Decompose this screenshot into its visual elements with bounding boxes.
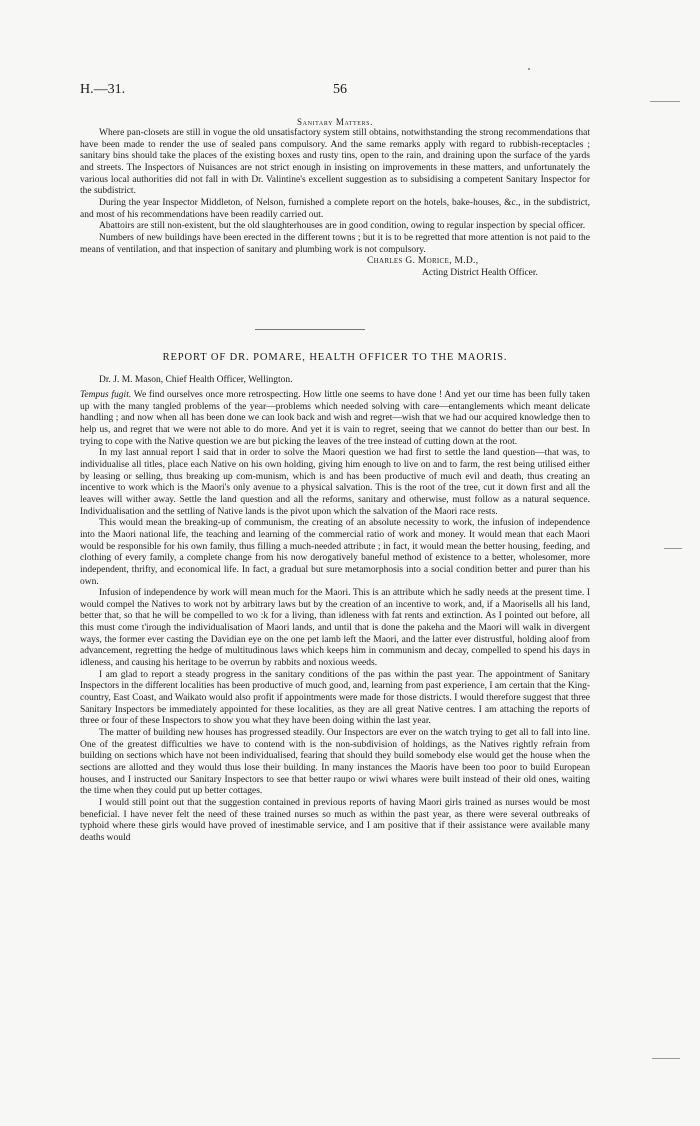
page-number: 56 bbox=[333, 82, 347, 97]
report-title: REPORT OF DR. POMARE, HEALTH OFFICER TO THE MAORIS. bbox=[162, 352, 508, 363]
paragraph: During the year Inspector Middleton, of Nelson, furnished a complete report on the hotels, bake-houses, &c., in the subdistrict, and most of his recommendations have been readily carried out. bbox=[80, 197, 590, 220]
page-header bbox=[80, 82, 590, 102]
scan-mark bbox=[528, 68, 530, 70]
paragraph: I would still point out that the suggestion contained in previous reports of having Maori girls trained as nurses would be most beneficial. I have never felt the need of these trained nurses so much as within the past year, as there were several outbreaks of typhoid where these girls would have proved of inestimable service, and I am positive that if their assistance were available many deaths would bbox=[80, 797, 590, 843]
paragraph: Numbers of new buildings have been erected in the different towns ; but it is to be regretted that more attention is not paid to the means of ventilation, and that inspection of sanitary and plumbing work is not compulsory. bbox=[80, 232, 590, 255]
paragraph: Where pan-closets are still in vogue the old unsatisfactory system still obtains, notwithstanding the strong recommendations that have been made to render the use of sealed pans compulsory. And the same remarks apply with regard to rubbish-receptacles ; sanitary bins should take the places of the existing boxes and rusty tins, open to the rain, and draining upon the surface of the yards and streets. The Inspectors of Nuisances are not strict enough in insisting on improvements in these matters, and unfortunately the various local authorities did not fall in with Dr. Valintine's excellent suggestion as to subsidising a competent Sanitary Inspector for the subdistrict. bbox=[80, 128, 590, 197]
divider bbox=[255, 329, 365, 330]
scan-mark bbox=[652, 1058, 680, 1059]
paragraph: I am glad to report a steady progress in the sanitary conditions of the pas within the past year. The appointment of Sanitary Inspectors in the different localities has been productive of much good, and, learning from past experience, I am certain that the King-country, East Coast, and Waikato would also profit if appointments were made for those districts. I would therefore suggest that three Sanitary Inspectors be immediately appointed for these localities, as they are all great Native centres. I am attaching the reports of three or four of these Inspectors to show you what they have been doing within the last year. bbox=[80, 669, 590, 727]
paragraph: Infusion of independence by work will mean much for the Maori. This is an attribute which he sadly needs at the present time. I would compel the Natives to work not by arbitrary laws but by the creation of an incentive to work, and, if a Maorisells all his land, better that, so that he will be compelled to wo :k for a living, than idleness with fat rents and extinction. As I pointed out before, all this must come t'irough the individualisation of Maori lands, and until that is done the pakeha and the Maori will walk in divergent ways, the former ever casting the Davidian eye on the one pet lamb left the Maori, and the latter ever distrustful, holding aloof from advancement, regretting the hedge of multitudinous laws which keeps him in communism and decay, compelled to spend his days in idleness, and causing his heritage to be overrun by rabbits and noxious weeds. bbox=[80, 588, 590, 669]
signature-role: Acting District Health Officer. bbox=[422, 268, 538, 279]
signature-block bbox=[80, 256, 590, 280]
paragraph: In my last annual report I said that in order to solve the Maori question we had first to settle the land question—that was, to individualise all titles, place each Native on his own holding, giving him enough to live on and to farm, the rest being utilised either by leasing or selling, thus breaking up com-munism, which is and has been productive of much evil and death, thus creating an incentive to work which is the Maori's only avenue to a physical salvation. This is the root of the tree, cut it down first and all the leaves will wither away. Settle the land question and all the reforms, sanitary and otherwise, must follow as a natural sequence. Individualisation and the settling of Native lands is the pivot upon which the salvation of the Maori race rests. bbox=[80, 448, 590, 517]
paragraph: The matter of building new houses has progressed steadily. Our Inspectors are ever on the watch trying to get all to fall into line. One of the greatest difficulties we have to contend with is the non-subdivision of holdings, as the Natives rightly refrain from building on sections which have not been individualised, fearing that should they build somebody else would get the house when the sections are allotted and they would thus lose their building. In many instances the Maoris have been too poor to build European houses, and I instructed our Sanitary Inspectors to see that better raupo or wiwi whares were built instead of their old ones, waiting the time when they could put up better cottages. bbox=[80, 728, 590, 797]
addressee: Dr. J. M. Mason, Chief Health Officer, Wellington. bbox=[99, 375, 293, 385]
opening-paragraph bbox=[80, 390, 590, 448]
opening-text: We find ourselves once more retrospecting. How little one seems to have done ! And yet our time has been fully taken up with the many tangled problems of the year—problems which needed solving with care—entanglements which meant delicate handling ; and now when all has been done we can look back and wish and regret—wish that we had our acquired knowledge then to help us, and regret that we were not able to do more. And yet it is vain to regret, seeing that we cannot do better than our best. In trying to cope with the Native question we are but picking the leaves of the tree instead of cutting down at the root. bbox=[80, 390, 590, 447]
paragraph: Abattoirs are still non-existent, but the old slaughterhouses are in good condition, owing to regular inspection by special officer. bbox=[99, 221, 586, 232]
report-reference: H.—31. bbox=[80, 82, 126, 97]
scan-mark bbox=[650, 101, 680, 102]
scan-mark bbox=[664, 548, 682, 549]
latin-phrase: Tempus fugit. bbox=[80, 390, 132, 400]
report-body bbox=[80, 390, 590, 845]
paragraph: This would mean the breaking-up of communism, the creating of an absolute necessity to work, the infusion of independence into the Maori national life, the teaching and learning of the commercial ratio of work and money. It would mean that each Maori would be responsible for his own family, thus filling a much-needed attribute ; in fact, it would mean the better housing, feeding, and clothing of every family, a complete change from his now derogatively baneful method of existence to a better, wholesomer, more independent, thrifty, and economical life. In fact, a gradual but sure metamorphosis into a social condition better and purer than his own. bbox=[80, 518, 590, 587]
signature-name: Charles G. Morice, M.D., bbox=[367, 256, 479, 267]
section-title: Sanitary Matters. bbox=[297, 117, 373, 127]
sanitary-section bbox=[80, 128, 590, 280]
